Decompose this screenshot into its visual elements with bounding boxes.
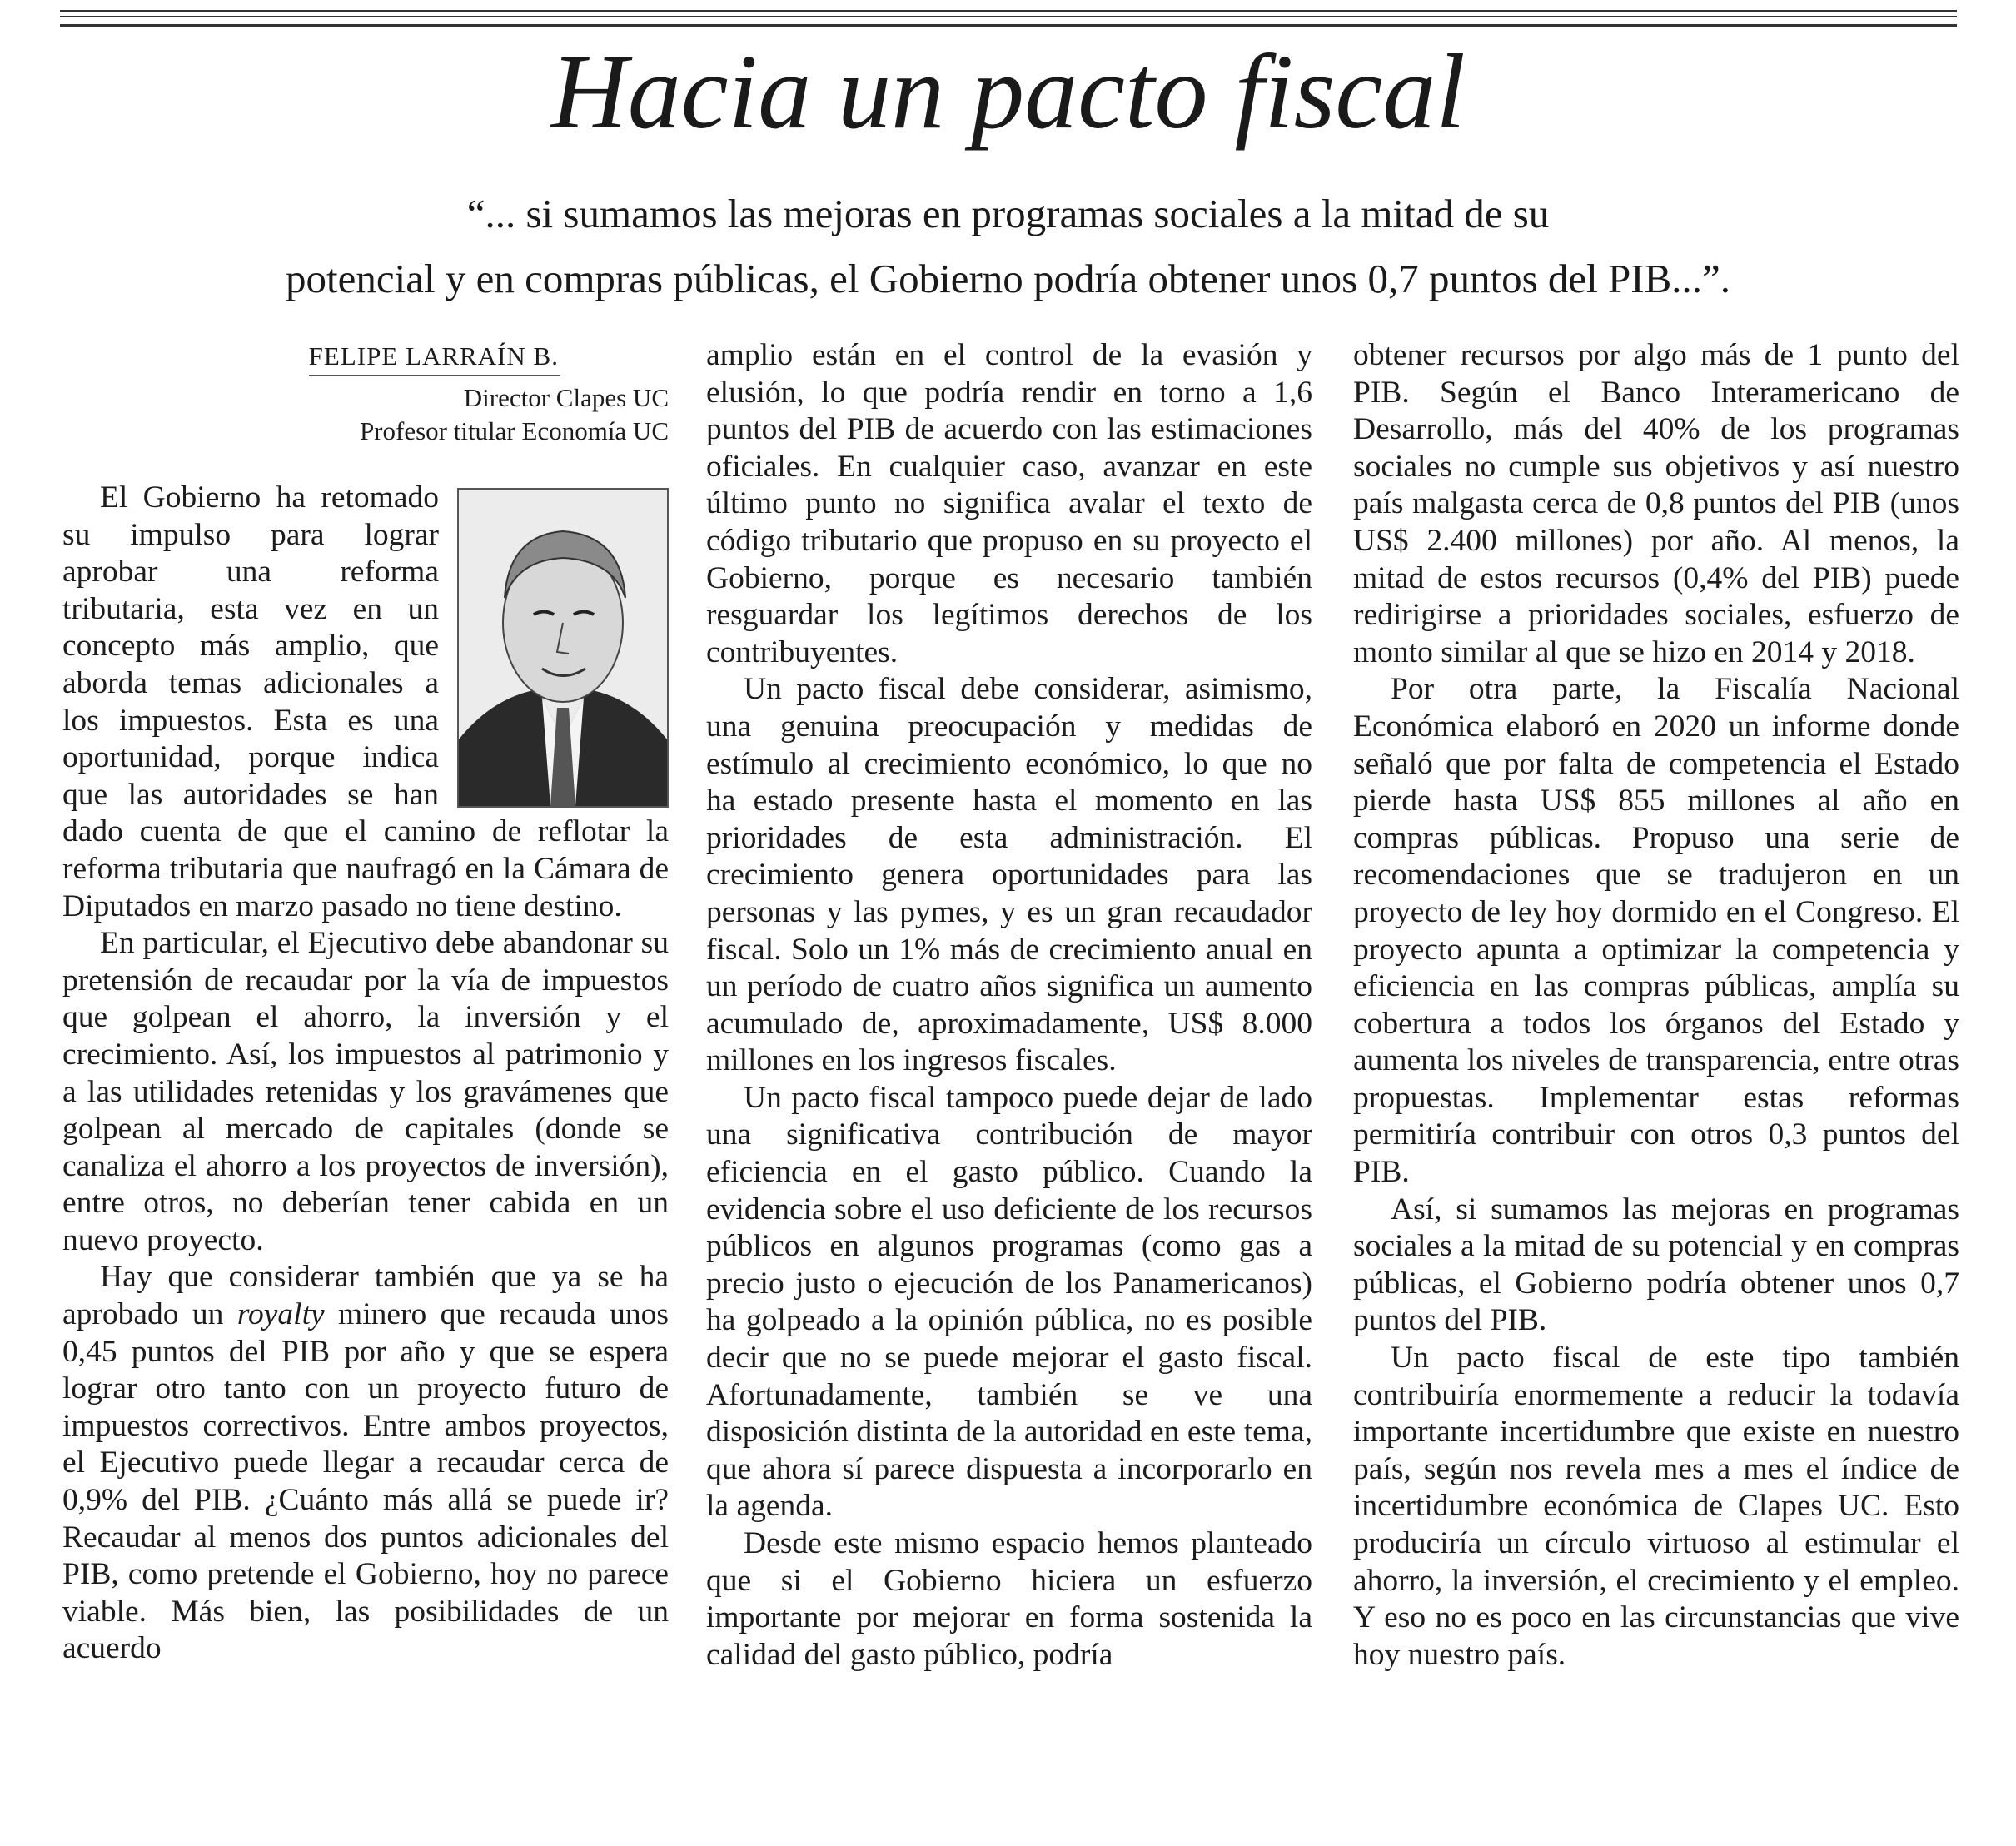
byline bbox=[62, 337, 669, 448]
paragraph: Desde este mismo espacio hemos planteado que si el Gobierno hiciera un esfuerzo importante por mejorar en forma sostenida la calidad del gasto público, podría bbox=[706, 1526, 1312, 1672]
paragraph: obtener recursos por algo más de 1 punto del PIB. Según el Banco Interamericano de Desarrollo, más del 40% de los programas sociales no cumple sus objetivos y así nuestro país malgasta cerca de 0,8 puntos del PIB (unos US$ 2.400 millones) por año. Al menos, la mitad de estos recursos (0,4% del PIB) puede redirigirse a prioridades sociales, esfuerzo de monto similar al que se hizo en 2014 y 2018. bbox=[1353, 338, 1959, 669]
deck-line-2: potencial y en compras públicas, el Gobierno podría obtener unos 0,7 puntos del PIB...”. bbox=[285, 256, 1731, 301]
paragraph: Hay que considerar también que ya se ha aprobado un royalty minero que recauda unos 0,45 puntos del PIB por año y que se espera lograr otro tanto con un proyecto futuro de impuestos correctivos. Entre ambos proyectos, el Ejecutivo puede llegar a recaudar cerca de 0,9% del PIB. ¿Cuánto más allá se puede ir? Recaudar al menos dos puntos adicionales del PIB, como pretende el Gobierno, hoy no parece viable. Más bien, las posibilidades de un acuerdo bbox=[62, 1260, 670, 1666]
paragraph: amplio están en el control de la evasión y elusión, lo que podría rendir en torno a 1,6 puntos del PIB de acuerdo con las estimaciones oficiales. En cualquier caso, avanzar en este último punto no significa avalar el texto de código tributario que propuso en su proyecto el Gobierno, porque es necesario también resguardar los legítimos derechos de los contribuyentes. bbox=[706, 338, 1312, 669]
deck-line-1: “... si sumamos las mejoras en programas sociales a la mitad de su bbox=[466, 191, 1550, 236]
paragraph: Un pacto fiscal de este tipo también contribuiría enormemente a reducir la todavía importante incertidumbre que existe en nuestro país, según nos revela mes a mes el índice de incertidumbre económica de Clapes UC. Esto produciría un círculo virtuoso al estimular el ahorro, la inversión, el crecimiento y el empleo. Y eso no es poco en las circunstancias que vive hoy nuestro país. bbox=[1353, 1341, 1959, 1672]
author-photo bbox=[457, 488, 669, 808]
paragraph: Así, si sumamos las mejoras en programas sociales a la mitad de su potencial y en compras públicas, el Gobierno podría obtener unos 0,7 puntos del PIB. bbox=[1353, 1192, 1959, 1338]
headline: Hacia un pacto fiscal bbox=[550, 32, 1466, 151]
column-3 bbox=[1353, 337, 1959, 1674]
column-2 bbox=[706, 337, 1312, 1674]
portrait-icon bbox=[459, 490, 667, 806]
author-role-2: Profesor titular Economía UC bbox=[359, 416, 669, 445]
paragraph: Por otra parte, la Fiscalía Nacional Económica elaboró en 2020 un informe donde señaló que por falta de competencia el Estado pierde hasta US$ 855 millones al año en compras públicas. Propuso una serie de recomendaciones que se tradujeron en un proyecto de ley hoy dormido en el Congreso. El proyecto apunta a optimizar la competencia y eficiencia en las compras públicas, amplía su cobertura a todos los órganos del Estado y aumenta los niveles de transparencia, entre otras propuestas. Implementar estas reformas permitiría contribuir con otros 0,3 puntos del PIB. bbox=[1353, 672, 1959, 1190]
paragraph: En particular, el Ejecutivo debe abandonar su pretensión de recaudar por la vía de impuestos que golpean el ahorro, la inversión y el crecimiento. Así, los impuestos al patrimonio y a las utilidades retenidas y los gravámenes que golpean al mercado de capitales (donde se canaliza el ahorro a los proyectos de inversión), entre otros, no deberían tener cabida en un nuevo proyecto. bbox=[62, 926, 669, 1257]
author-role-1: Director Clapes UC bbox=[463, 383, 669, 412]
paragraph: Un pacto fiscal tampoco puede dejar de lado una significativa contribución de mayor eficiencia en el gasto público. Cuando la evidencia sobre el uso deficiente de los recursos públicos en algunos programas (como gas a precio justo o ejecución de los Panamericanos) ha golpeado a la opinión pública, no es posible decir que no se puede mejorar el gasto fiscal. Afortunadamente, también se ve una disposición distinta de la autoridad en este tema, que ahora sí parece dispuesta a incorporarlo en la agenda. bbox=[706, 1080, 1312, 1524]
column-1 bbox=[62, 337, 669, 1668]
paragraph: Un pacto fiscal debe considerar, asimismo, una genuina preocupación y medidas de estímulo al crecimiento económico, lo que no ha estado presente hasta el momento en las prioridades de esta administración. El crecimiento genera oportunidades para las personas y las pymes, y es un gran recaudador fiscal. Solo un 1% más de crecimiento anual en un período de cuatro años significa un aumento acumulado de, aproximadamente, US$ 8.000 millones en los ingresos fiscales. bbox=[706, 672, 1312, 1078]
top-rule bbox=[60, 10, 1957, 27]
paragraph: El Gobierno ha retomado su impulso para lograr aprobar una reforma tributaria, esta vez en un concepto más amplio, que aborda temas adicionales a los impuestos. Esta es una oportunidad, porque indica que las autoridades se han dado cuenta de que el camino de reflotar la reforma tributaria que naufragó en la Cámara de Diputados en marzo pasado no tiene destino. bbox=[62, 480, 669, 923]
author-name: FELIPE LARRAÍN B. bbox=[309, 340, 560, 376]
deck-quote bbox=[167, 182, 1849, 311]
